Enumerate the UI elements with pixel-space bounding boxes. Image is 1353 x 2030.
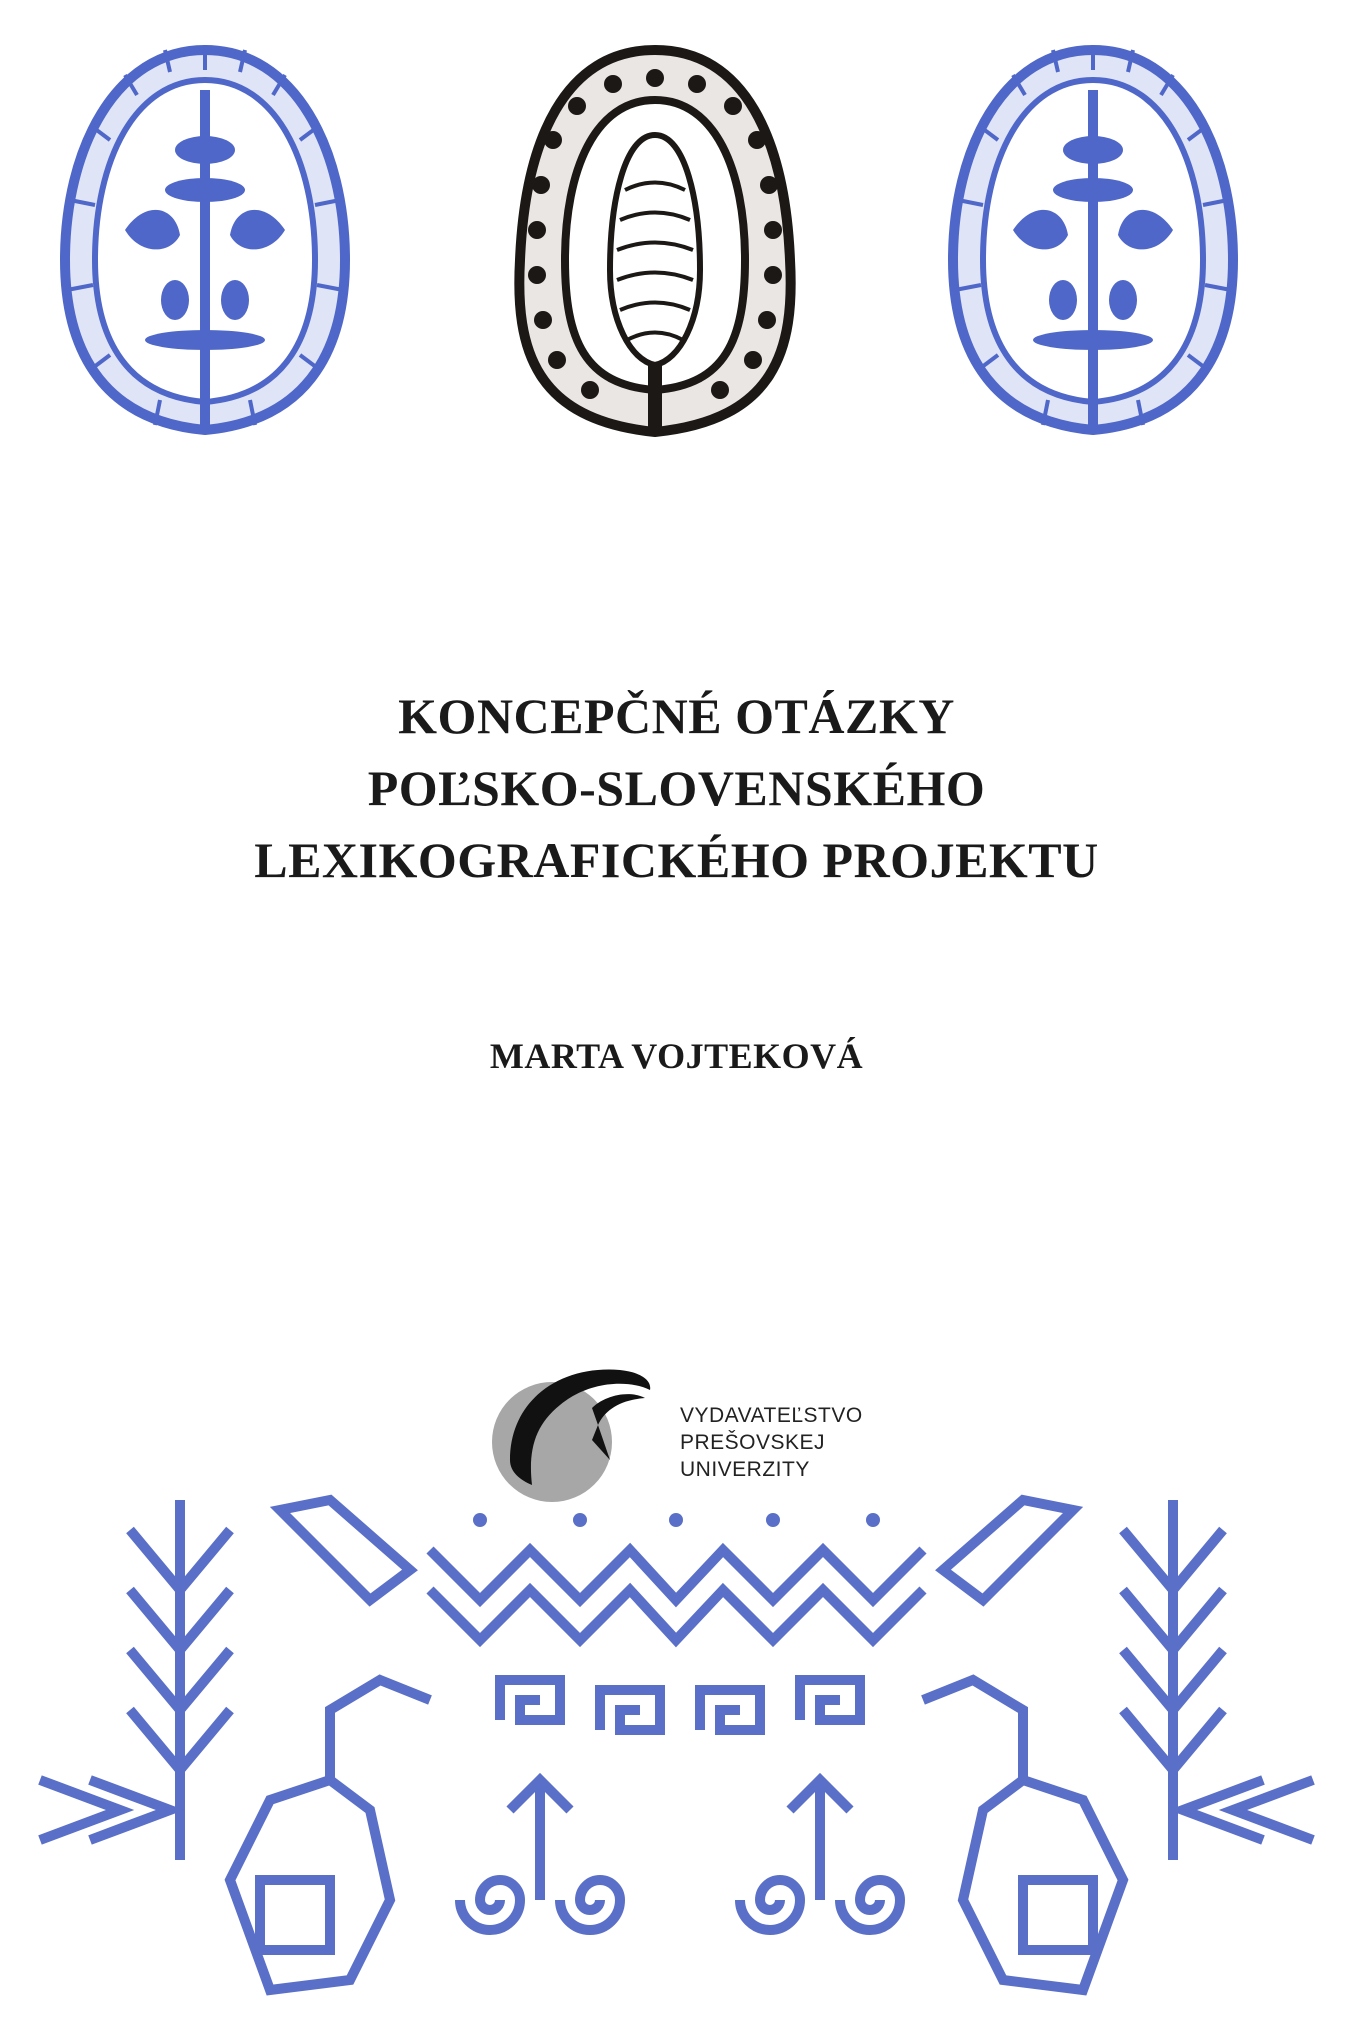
title-line-3: LEXIKOGRAFICKÉHO PROJEKTU: [254, 832, 1099, 888]
publisher-line-3: UNIVERZITY: [680, 1458, 810, 1481]
title-line-1: KONCEPČNÉ OTÁZKY: [398, 688, 955, 744]
papercut-row: [0, 40, 1353, 440]
publisher-line-1: VYDAVATEĽSTVO: [680, 1404, 863, 1427]
publisher-name: [680, 1402, 863, 1483]
right-papercut-image: [943, 40, 1243, 440]
left-papercut-image: [55, 40, 355, 440]
middle-papercut-image: [505, 40, 805, 440]
book-title: [0, 680, 1353, 896]
author-name: MARTA VOJTEKOVÁ: [489, 1036, 864, 1076]
title-line-2: POĽSKO-SLOVENSKÉHO: [367, 760, 986, 816]
publisher-line-2: PREŠOVSKEJ: [680, 1431, 826, 1454]
folk-ornament-border: [30, 1480, 1323, 2015]
